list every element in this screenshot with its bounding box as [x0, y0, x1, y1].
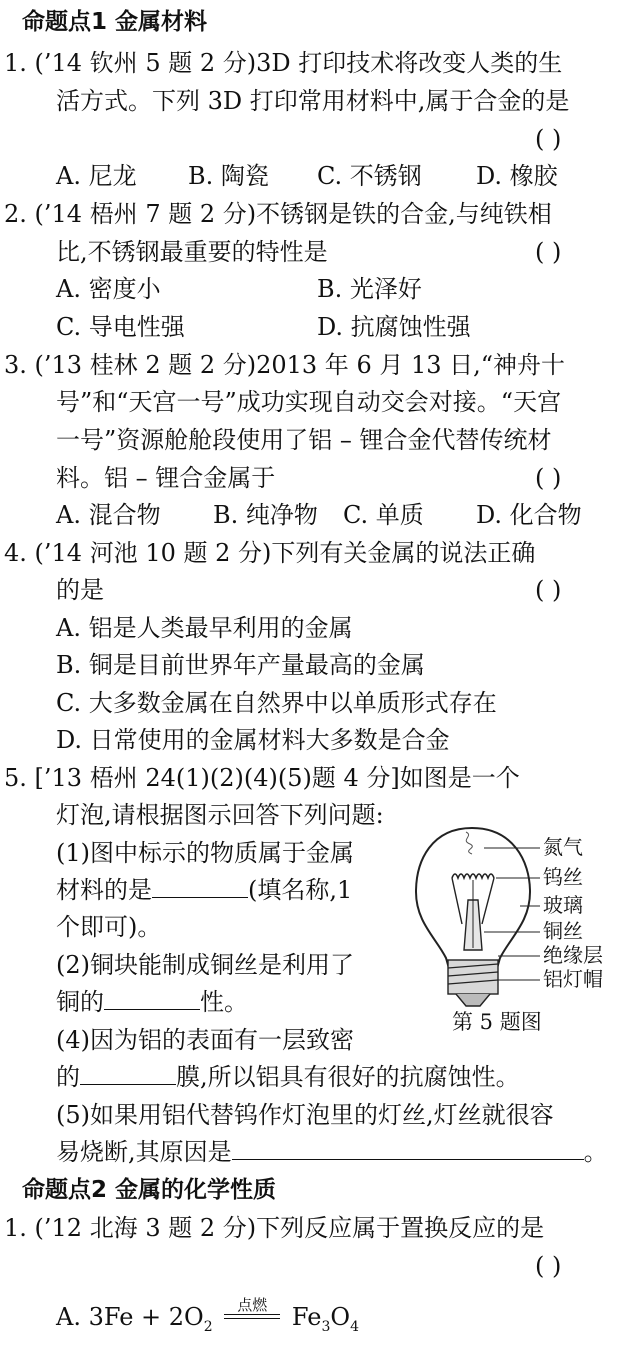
sub-question-1 [56, 872, 352, 910]
question-text: 号”和“天宫一号”成功实现自动交会对接。“天宫 [56, 388, 562, 416]
question-text: 的 [56, 1063, 80, 1091]
sub-question-1: 个即可)。 [56, 913, 162, 941]
figure-label: 铝灯帽 [543, 967, 603, 991]
option-d: D. 日常使用的金属材料大多数是合金 [56, 726, 450, 754]
question-text: 比,不锈钢最重要的特性是 [56, 238, 328, 266]
question-text: (填名称,1 [248, 876, 353, 904]
figure-label: 铜丝 [543, 919, 583, 943]
subscript: 4 [350, 1318, 359, 1335]
sub-question-4: (4)因为铝的表面有一层致密 [56, 1026, 354, 1054]
option-a: A. 尼龙 [56, 162, 137, 190]
option-d: D. 化合物 [476, 501, 582, 529]
equation-left: A. 3Fe + 2O [56, 1303, 204, 1331]
answer-blank[interactable] [232, 1135, 584, 1160]
question-text: 活方式。下列 3D 打印常用材料中,属于合金的是 [56, 87, 570, 115]
subscript: 2 [203, 1318, 213, 1335]
option-b: B. 纯净物 [213, 501, 318, 529]
option-c: C. 导电性强 [56, 313, 185, 341]
question-text: 4. (’14 河池 10 题 2 分)下列有关金属的说法正确 [4, 539, 536, 567]
question-text: 3. (’13 桂林 2 题 2 分)2013 年 6 月 13 日,“神舟十 [4, 351, 566, 379]
question-text: 的是 [56, 576, 104, 604]
sub-question-5: (5)如果用铝代替钨作灯泡里的灯丝,灯丝就很容 [56, 1101, 554, 1129]
option-c: C. 单质 [343, 501, 424, 529]
question-text: 1. (’12 北海 3 题 2 分)下列反应属于置换反应的是 [4, 1214, 545, 1242]
answer-bracket: ( ) [535, 464, 562, 492]
sub-question-2: (2)铜块能制成铜丝是利用了 [56, 951, 354, 979]
sub-question-5 [56, 1134, 608, 1172]
equation-right: Fe [291, 1303, 322, 1331]
figure-caption: 第 5 题图 [452, 1010, 542, 1034]
option-b: B. 铜是目前世界年产量最高的金属 [56, 651, 425, 679]
figure-label: 钨丝 [543, 865, 583, 889]
question-text: 膜,所以铝具有很好的抗腐蚀性。 [176, 1063, 520, 1091]
option-b: B. 光泽好 [317, 275, 422, 303]
answer-bracket: ( ) [535, 125, 562, 153]
question-text: 易烧断,其原因是 [56, 1138, 232, 1166]
option-d: D. 橡胶 [476, 162, 558, 190]
option-c: C. 不锈钢 [317, 162, 422, 190]
answer-blank[interactable] [104, 985, 200, 1010]
question-text: 5. [’13 梧州 24(1)(2)(4)(5)题 4 分]如图是一个 [4, 764, 520, 792]
option-c: C. 大多数金属在自然界中以单质形式存在 [56, 689, 497, 717]
reaction-condition: 点燃 [237, 1296, 268, 1314]
sub-question-1: (1)图中标示的物质属于金属 [56, 839, 354, 867]
equation-right: O [330, 1303, 351, 1331]
figure-label: 氮气 [543, 835, 583, 859]
question-text: 2. (’14 梧州 7 题 2 分)不锈钢是铁的合金,与纯铁相 [4, 200, 552, 228]
option-d: D. 抗腐蚀性强 [317, 313, 471, 341]
question-text: 灯泡,请根据图示回答下列问题: [56, 801, 384, 829]
answer-bracket: ( ) [535, 576, 562, 604]
sub-question-4 [56, 1059, 520, 1097]
section-heading: 命题点1 金属材料 [22, 9, 208, 35]
answer-bracket: ( ) [535, 1252, 562, 1280]
question-text: 性。 [200, 988, 248, 1016]
question-text: 铜的 [56, 988, 104, 1016]
question-text: 。 [583, 1138, 608, 1166]
answer-blank[interactable] [80, 1060, 176, 1085]
question-text: 料。铝 – 锂合金属于 [56, 464, 276, 492]
option-a: A. 铝是人类最早利用的金属 [56, 614, 353, 642]
option-a: A. 密度小 [56, 275, 161, 303]
answer-blank[interactable] [152, 873, 248, 898]
section-heading: 命题点2 金属的化学性质 [22, 1177, 277, 1203]
option-a [56, 1296, 359, 1337]
figure-label: 玻璃 [543, 893, 583, 917]
question-text: 材料的是 [56, 876, 152, 904]
sub-question-2 [56, 984, 248, 1022]
question-text: 一号”资源舱舱段使用了铝 – 锂合金代替传统材 [56, 426, 552, 454]
figure-label: 绝缘层 [543, 943, 603, 967]
option-b: B. 陶瓷 [188, 162, 269, 190]
reaction-arrow [224, 1296, 280, 1325]
answer-bracket: ( ) [535, 238, 562, 266]
option-a: A. 混合物 [56, 501, 161, 529]
question-text: 1. (’14 钦州 5 题 2 分)3D 打印技术将改变人类的生 [4, 49, 563, 77]
subscript: 3 [321, 1318, 331, 1335]
